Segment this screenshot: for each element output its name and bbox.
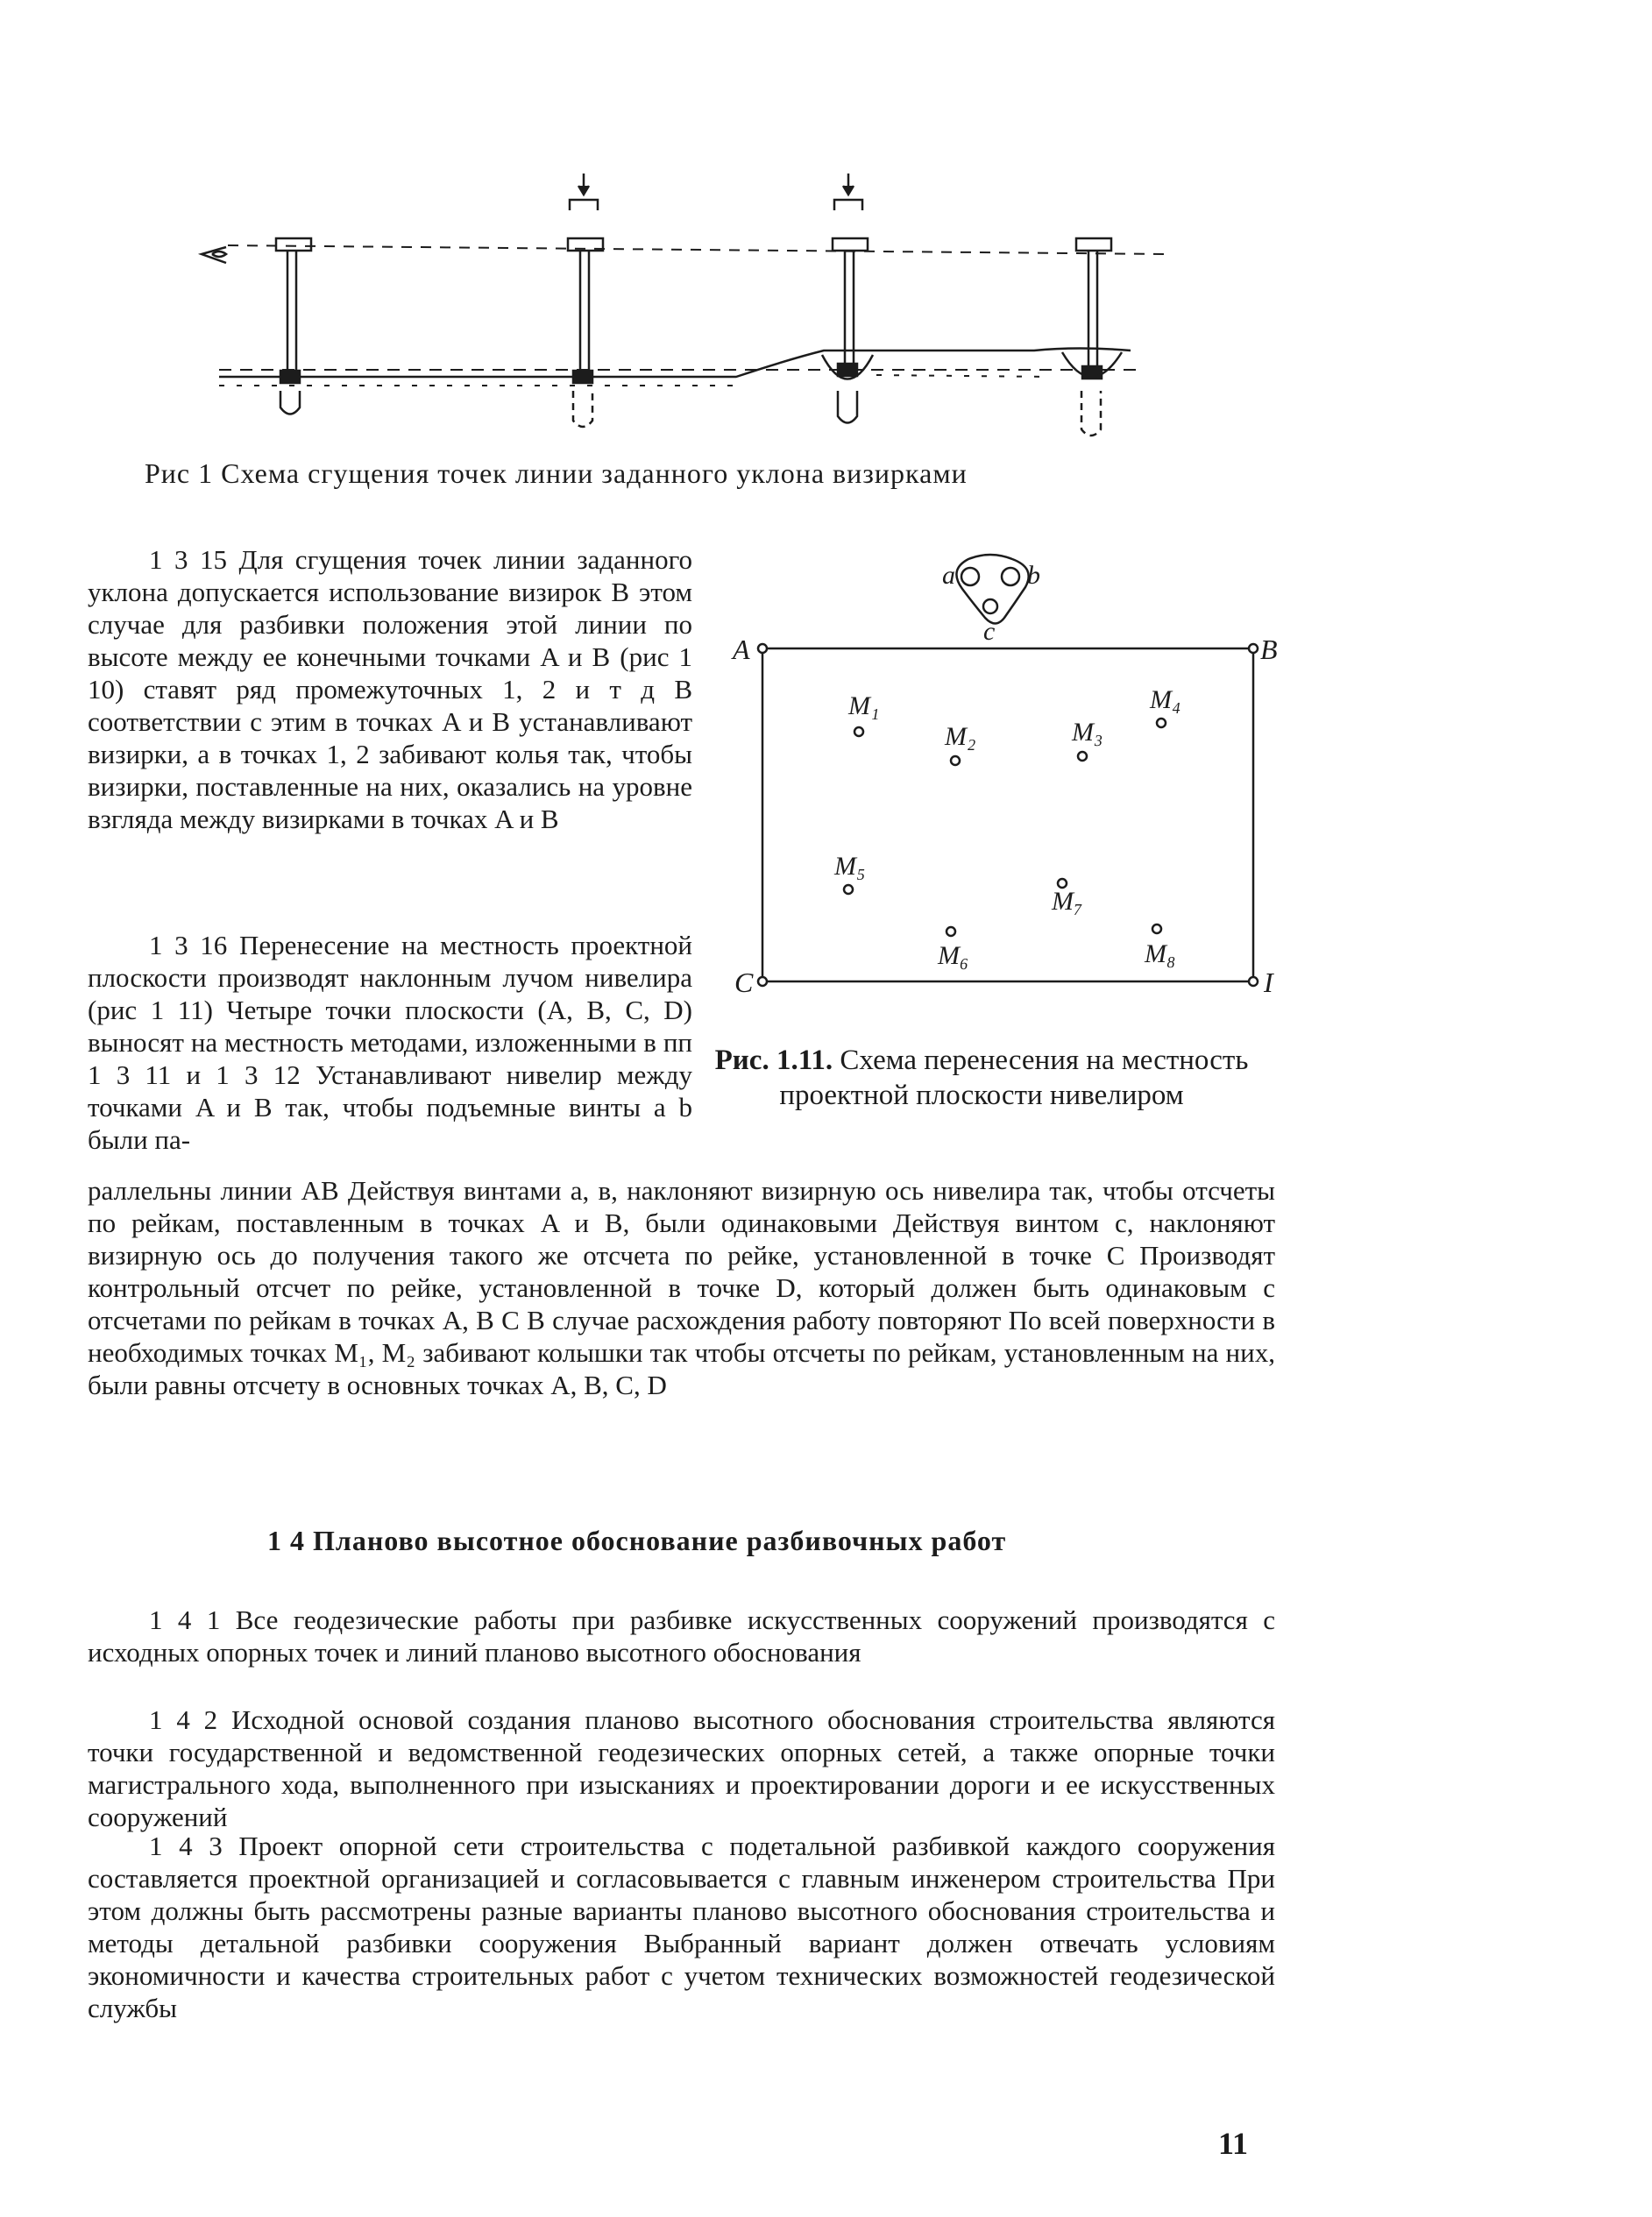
corner-a-label: A xyxy=(733,634,750,665)
screw-c-label: c xyxy=(983,617,996,646)
paragraph-1-3-15-text: Для сгущения точек линии заданного уклона допускается использование визирок В этом случае для разбивки положения этой линии по высоте между ее конечными точками A и B (рис 1 10) ставят ряд промежуточных 1, 2 и т д В соответствии с этим в точках A и B устанавливают визирки, а в точках 1, 2 забивают колья так, чтобы визирки, поставленные на них, оказались на уровне взгляда между визирками в точках A и B xyxy=(88,544,693,834)
figure-2-caption xyxy=(701,1043,1262,1113)
corner-c-label: C xyxy=(734,967,754,998)
figure-1-caption: Рис 1 Схема сгущения точек линии заданного уклона визирками xyxy=(145,457,968,489)
paragraph-1-3-15 xyxy=(88,543,692,835)
stake-4-tip xyxy=(1081,391,1101,436)
stake-3-peg xyxy=(838,364,857,376)
corner-d-label: I xyxy=(1264,967,1273,998)
point-m6-label: M₆ xyxy=(938,941,969,970)
screw-b-label: b xyxy=(1027,561,1040,590)
point-m5 xyxy=(844,885,853,894)
stake-3-bracket xyxy=(834,200,862,210)
stake-4-crossbar xyxy=(1076,238,1111,251)
sight-line xyxy=(228,245,1166,254)
screw-c xyxy=(983,599,997,613)
eye-pupil xyxy=(212,251,226,257)
corner-b-point xyxy=(1249,644,1258,653)
point-m2 xyxy=(951,756,960,765)
point-m3-label: M₃ xyxy=(1072,718,1103,747)
point-m1 xyxy=(854,727,863,736)
point-m4-label: M₄ xyxy=(1150,685,1181,714)
stake-1-peg xyxy=(280,371,300,383)
point-m8 xyxy=(1152,924,1161,933)
point-m3 xyxy=(1078,752,1087,761)
corner-c-point xyxy=(758,977,767,986)
stake-2-peg xyxy=(573,371,592,383)
paragraph-1-4-3-number: 1 4 3 xyxy=(149,1831,223,1861)
paragraph-1-4-2-text: Исходной основой создания планово высотного обоснования строительства являются точки государственной и ведомственной геодезических опорных сетей, а также опорные точки магистрального хода, выполненного при изысканиях и проектировании дороги и ее искусственных сооружений xyxy=(88,1704,1276,1832)
paragraph-1-4-3-text: Проект опорной сети строительства с подетальной разбивкой каждого сооружения составляется проектной организацией и согласовывается с главным инженером строительства При этом должны быть рассмотрены разные варианты планово высотного обоснования строительства и методы детальной разбивки сооружения Выбранный вариант должен отвечать условиям экономичности и качества строительных работ с учетом технических возможностей геодезической службы xyxy=(88,1831,1275,2023)
sighting-stakes-diagram xyxy=(175,166,1183,456)
stake-1-tip xyxy=(280,391,300,414)
paragraph-1-4-1-number: 1 4 1 xyxy=(149,1604,221,1635)
ground-line xyxy=(219,349,1131,378)
point-m4 xyxy=(1157,719,1166,727)
corner-a-point xyxy=(758,644,767,653)
stake-2-tip xyxy=(573,391,592,427)
screw-a-label: a xyxy=(942,561,955,590)
screw-a xyxy=(961,568,979,585)
section-heading: 1 4 Планово высотное обоснование разбивочных работ xyxy=(267,1525,1007,1556)
figure-sighting-stakes xyxy=(175,166,1183,456)
paragraph-1-3-16-number: 1 3 16 xyxy=(149,930,228,960)
paragraph-1-4-1-text: Все геодезические работы при разбивке искусственных сооружений производятся с исходных опорных точек и линий планово высотного обоснования xyxy=(88,1604,1276,1668)
design-plane-diagram xyxy=(719,552,1280,1043)
paragraph-1-4-2-number: 1 4 2 xyxy=(149,1704,218,1735)
stake-3-crossbar xyxy=(833,238,868,251)
point-m8-label: M₈ xyxy=(1145,939,1176,968)
paragraph-1-4-1 xyxy=(88,1604,1275,1668)
point-m6 xyxy=(947,927,955,936)
paragraph-1-4-3 xyxy=(88,1830,1275,2024)
point-m2-label: M₂ xyxy=(945,722,976,751)
stake-3-tip xyxy=(838,391,857,423)
paragraph-1-3-16-continuation: раллельны линии AB Действуя винтами a, в, наклоняют визирную ось нивелира так, чтобы отсчеты по рейкам, поставленным в точках A и B, были одинаковыми Действуя винтом c, наклоняют визирную ось до получения такого же отсчета по рейке, установленной в точке C Производят контрольный отсчет по рейке, установленной в точке D, который должен быть одинаковым с отсчетами по рейкам в точках A, B C В случае расхождения работу повторяют По всей поверхности в необходимых точках M₁, M₂ забивают колышки так чтобы отсчеты по рейкам, установленным на них, были равны отсчету в основных точках A, B, C, D xyxy=(88,1175,1275,1400)
stake-2-bracket xyxy=(570,200,598,210)
point-m5-label: M₅ xyxy=(834,852,866,881)
paragraph-1-4-2 xyxy=(88,1703,1275,1833)
corner-d-point xyxy=(1249,977,1258,986)
paragraph-1-3-16 xyxy=(88,929,692,1156)
page-number: 11 xyxy=(1218,2126,1249,2161)
corner-b-label: B xyxy=(1260,634,1278,665)
point-m7-label: M₇ xyxy=(1052,887,1083,916)
paragraph-1-3-15-number: 1 3 15 xyxy=(149,544,227,575)
figure-2-caption-number: Рис. 1.11. xyxy=(714,1045,833,1076)
stake-1-crossbar xyxy=(276,238,311,251)
paragraph-1-3-16-text: Перенесение на местность проектной плоскости производят наклонным лучом нивелира (рис 1 11) Четыре точки плоскости (A, B, C, D) выносят на местность методами, изложенными в пп 1 3 11 и 1 3 12 Устанавливают нивелир между точками A и B так, чтобы подъемные винты a b были па- xyxy=(88,930,693,1155)
point-m1-label: M₁ xyxy=(848,691,880,720)
figure-2-caption-text: Схема перенесения на местность проектной плоскости нивелиром xyxy=(779,1045,1249,1111)
figure-design-plane xyxy=(719,552,1280,1043)
screw-b xyxy=(1002,568,1019,585)
